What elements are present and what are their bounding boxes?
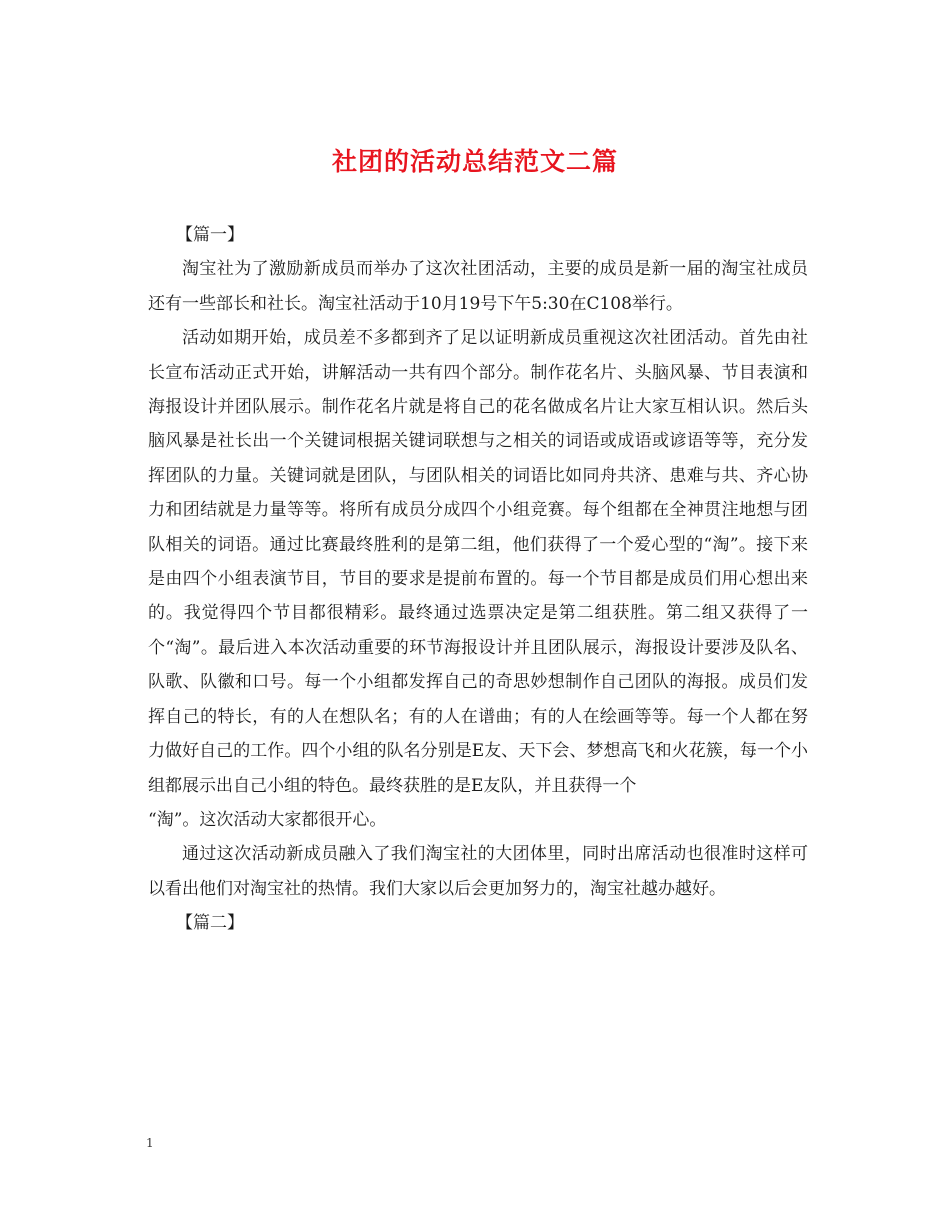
paragraph-3: “淘”。这次活动大家都很开心。 xyxy=(148,809,387,830)
document-title: 社团的活动总结范文二篇 xyxy=(331,147,618,176)
paragraph-2: 活动如期开始，成员差不多都到齐了足以证明新成员重视这次社团活动。首先由社长宣布活动正式开始，讲解活动一共有四个部分。制作花名片、头脑风暴、节目表演和海报设计并团队展示。制作花名片就是将自己的花名做成名片让大家互相认识。然后头脑风暴是社长出一个关键词根据关键词联想与之相关的词语或成语或谚语等等，充分发挥团队的力量。关键词就是团队，与团队相关的词语比如同舟共济、患难与共、齐心协力和团结就是力量等等。将所有成员分成四个小组竞赛。每个组都在全神贯注地想与团队相关的词语。通过比赛最终胜利的是第二组，他们获得了一个爱心型的“淘”。接下来是由四个小组表演节目，节目的要求是提前布置的。每一个节目都是成员们用心想出来的。我觉得四个节目都很精彩。最终通过选票决定是第二组获胜。第二组又获得了一个“淘”。最后进入本次活动重要的环节海报设计并且团队展示，海报设计要涉及队名、队歌、队徽和口号。每一个小组都发挥自己的奇思妙想制作自己团队的海报。成员们发挥自己的特长，有的人在想队名；有的人在谱曲；有的人在绘画等等。每一个人都在努力做好自己的工作。四个小组的队名分别是E友、天下会、梦想高飞和火花簇，每一个小组都展示出自己小组的特色。最终获胜的是E友队，并且获得一个 xyxy=(148,328,808,796)
section-heading-2: 【篇二】 xyxy=(176,913,244,934)
page-number: 1 xyxy=(146,1136,154,1150)
section-heading-1: 【篇一】 xyxy=(176,225,244,245)
paragraph-4: 通过这次活动新成员融入了我们淘宝社的大团体里，同时出席活动也很准时这样可以看出他们对淘宝社的热情。我们大家以后会更加努力的，淘宝社越办越好。 xyxy=(148,844,808,899)
paragraph-1: 淘宝社为了激励新成员而举办了这次社团活动，主要的成员是新一届的淘宝社成员还有一些部长和社长。淘宝社活动于10月19号下午5:30在C108举行。 xyxy=(148,259,808,314)
document-body xyxy=(148,218,808,941)
